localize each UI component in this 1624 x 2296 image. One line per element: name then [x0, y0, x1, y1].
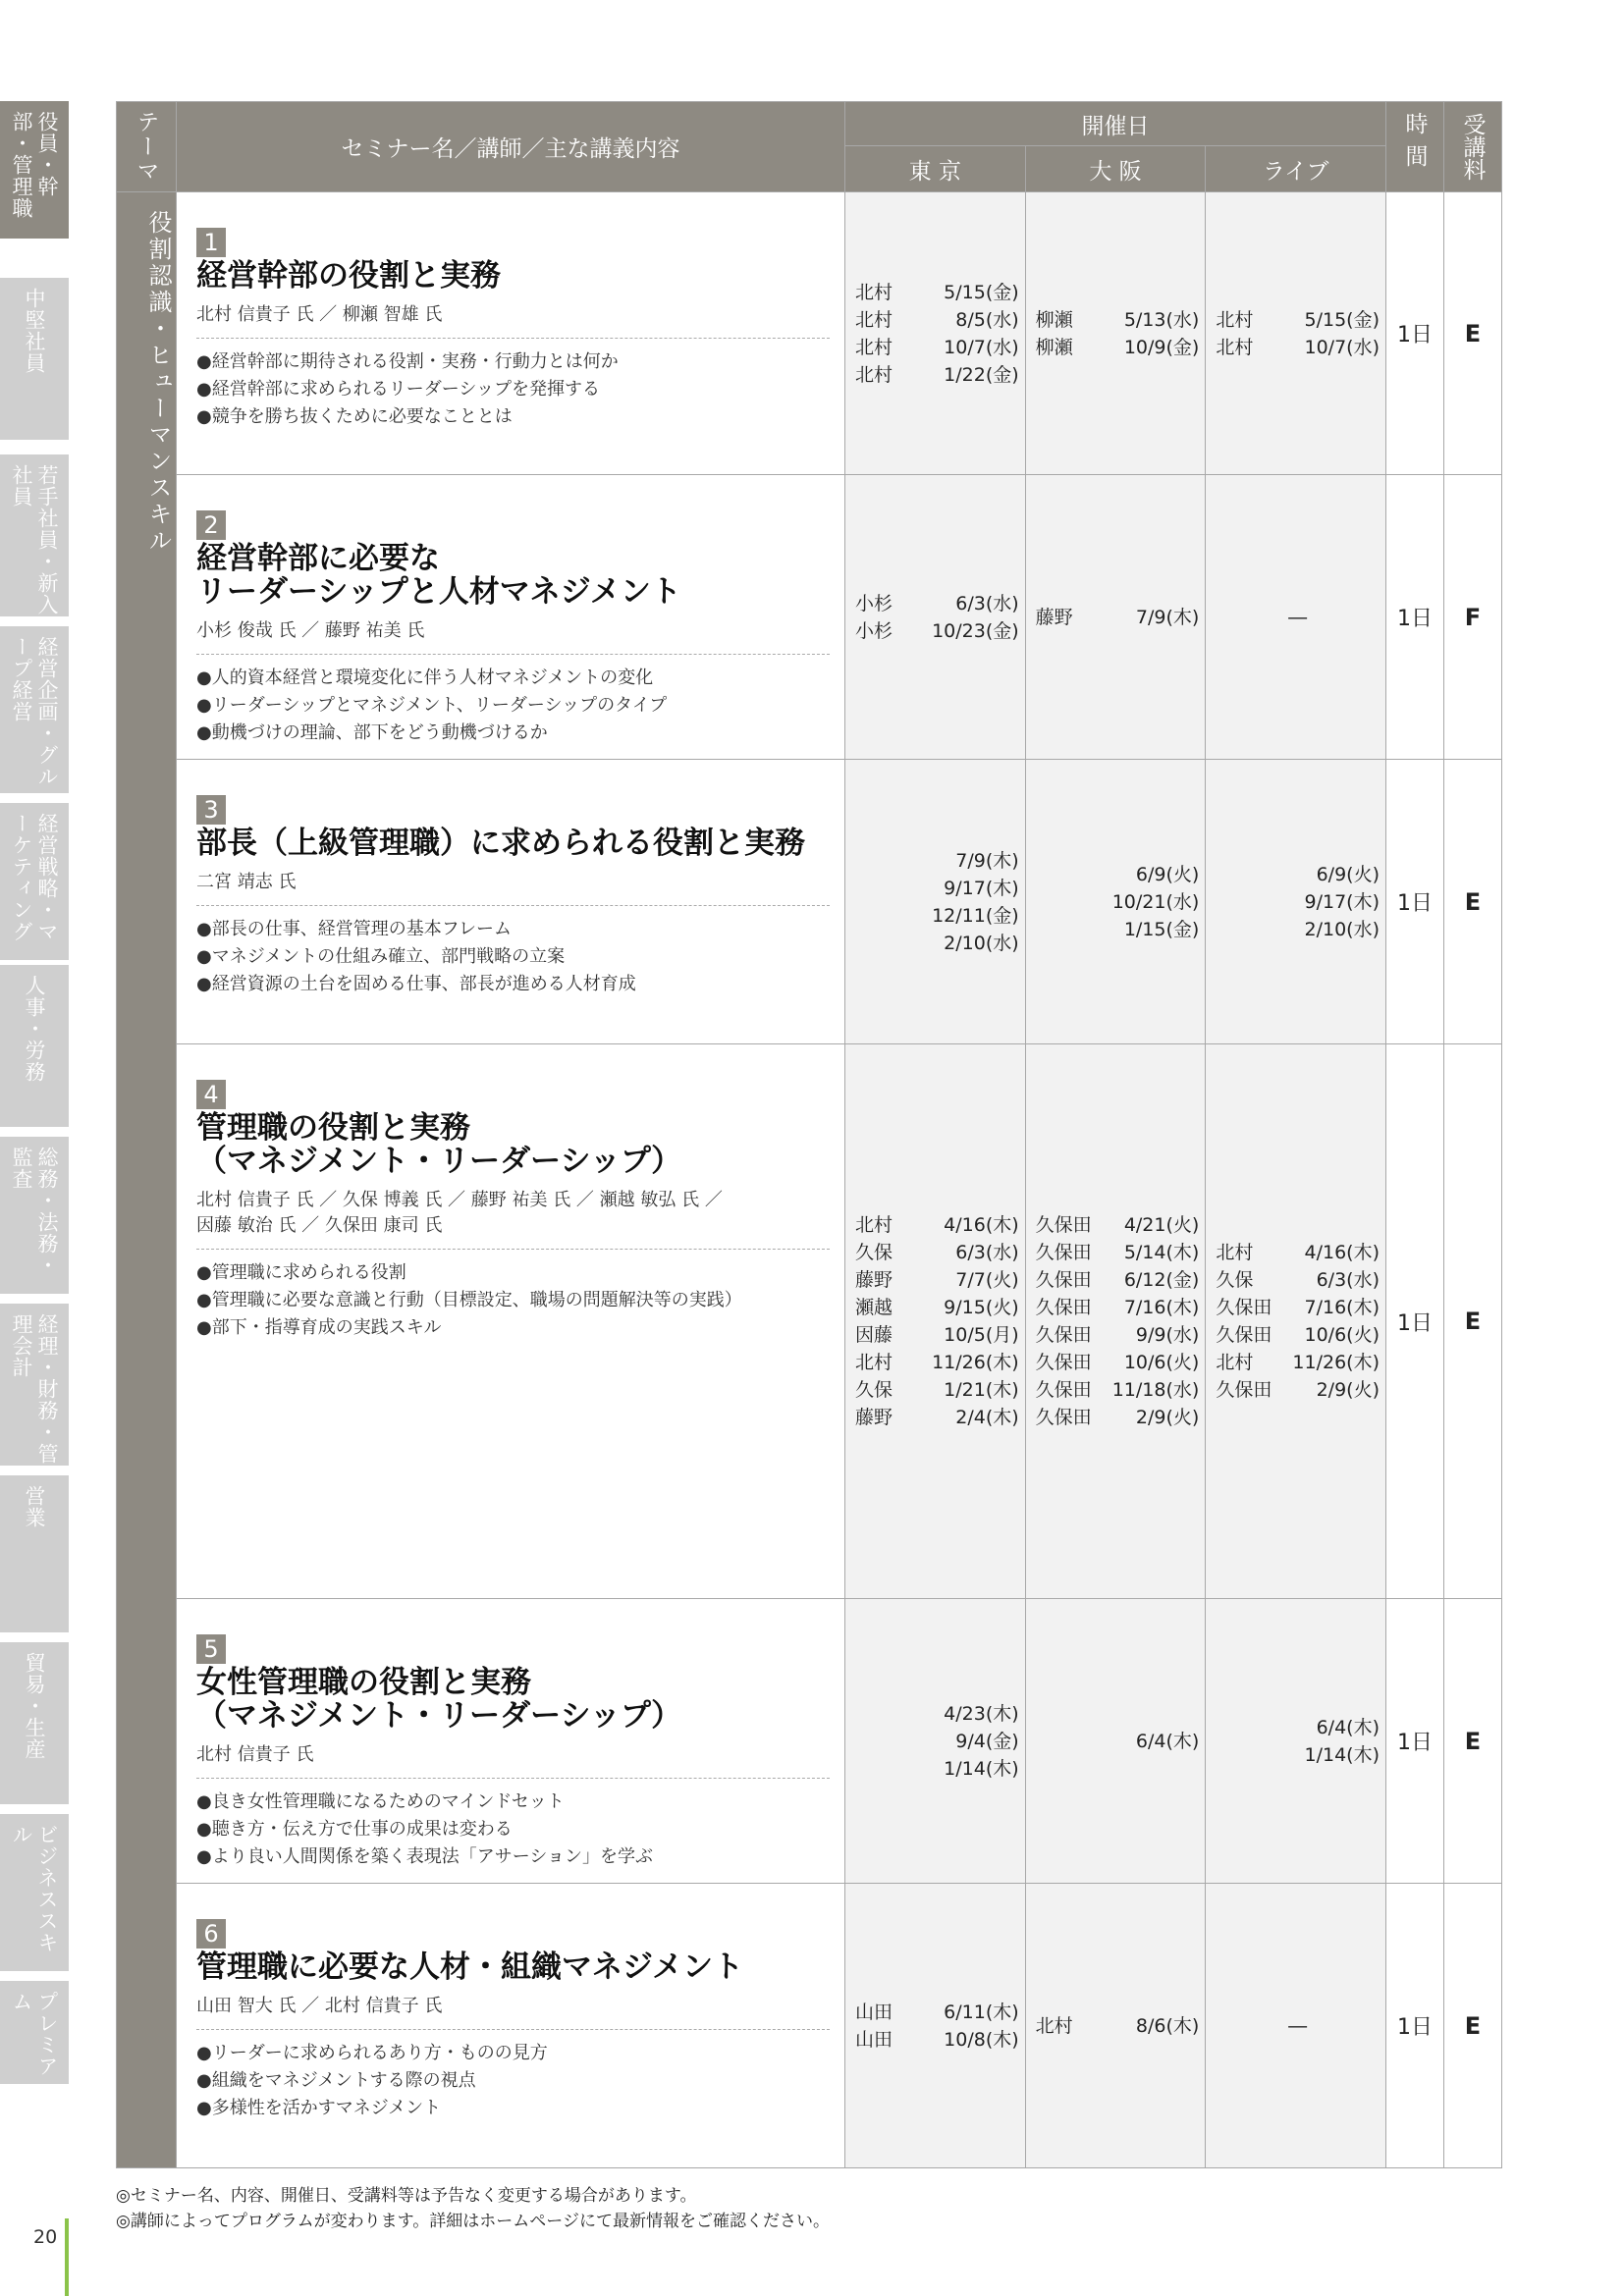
dates-header: 開催日 — [845, 102, 1386, 146]
seminar-point: ●経営資源の土台を固める仕事、部長が進める人材育成 — [196, 974, 636, 994]
date-entry — [1216, 334, 1380, 361]
date-entry — [855, 279, 1019, 306]
date-entry — [1216, 916, 1380, 943]
no-session: ― — [1288, 2014, 1308, 2037]
live-dates — [1206, 192, 1386, 475]
seminar-fee: E — [1444, 760, 1502, 1044]
side-tab-11[interactable]: ビジネススキル — [0, 1814, 69, 1971]
date-entry — [855, 1728, 1019, 1755]
seminar-number: 5 — [196, 1634, 226, 1664]
date-lecturer — [855, 1700, 914, 1728]
seminar-fee: E — [1444, 192, 1502, 475]
date-lecturer — [855, 1728, 914, 1755]
date-lecturer: 久保田 — [1035, 1324, 1092, 1346]
seminar-header: セミナー名／講師／主な講義内容 — [177, 102, 845, 192]
date-lecturer — [1216, 861, 1274, 888]
note-1: ◎セミナー名、内容、開催日、受講料等は予告なく変更する場合があります。 — [116, 2186, 697, 2206]
side-tab-4[interactable]: 経営企画・グループ経営 — [0, 626, 69, 793]
date-lecturer: 北村 — [1216, 336, 1254, 358]
side-tab-3[interactable]: 若手社員・新入社員 — [0, 454, 69, 616]
date-lecturer: 北村 — [855, 363, 893, 386]
side-tab-10[interactable]: 貿易・生産 — [0, 1642, 69, 1804]
seminar-point: ●部下・指導育成の実践スキル — [196, 1317, 442, 1338]
date-value: 9/4(金) — [955, 1730, 1019, 1752]
date-value: 1/14(木) — [944, 1757, 1019, 1780]
date-lecturer: 北村 — [1035, 2014, 1073, 2037]
seminar-info — [177, 1044, 845, 1599]
date-lecturer: 久保田 — [1035, 1379, 1092, 1401]
seminar-lecturers: 山田 智大 氏 ／ 北村 信貴子 氏 — [196, 1992, 830, 2030]
seminar-point: ●マネジメントの仕組み確立、部門戦略の立案 — [196, 946, 566, 967]
date-entry — [855, 1755, 1019, 1783]
date-value: 6/12(金) — [1123, 1269, 1200, 1291]
side-tab-6[interactable]: 人事・労務 — [0, 965, 69, 1127]
date-lecturer: 久保田 — [1035, 1242, 1092, 1263]
date-lecturer — [1216, 1741, 1274, 1769]
side-tab-7[interactable]: 総務・法務・監査 — [0, 1137, 69, 1294]
date-value: 6/11(木) — [944, 2001, 1019, 2023]
date-value: 5/14(木) — [1123, 1242, 1200, 1263]
date-value: 5/15(金) — [944, 281, 1019, 303]
date-entry — [1216, 1266, 1380, 1294]
date-value: 10/9(金) — [1123, 336, 1200, 358]
date-entry — [1036, 1266, 1200, 1294]
side-tab-2[interactable]: 中堅社員 — [0, 278, 69, 440]
seminar-info — [177, 475, 845, 760]
date-value: 6/3(水) — [955, 1242, 1019, 1263]
date-value: 5/13(水) — [1123, 308, 1200, 331]
seminar-point: ●リーダーに求められるあり方・ものの見方 — [196, 2043, 548, 2063]
date-entry — [1036, 916, 1200, 943]
date-entry — [1036, 1404, 1200, 1431]
date-value: 4/16(木) — [1304, 1242, 1380, 1263]
date-value: 10/7(水) — [1304, 336, 1380, 358]
osaka-dates — [1025, 760, 1206, 1044]
live-header: ライブ — [1206, 146, 1386, 192]
seminar-point: ●人的資本経営と環境変化に伴う人材マネジメントの変化 — [196, 667, 654, 688]
seminar-time: 1日 — [1386, 192, 1444, 475]
date-lecturer: 久保田 — [1216, 1297, 1272, 1318]
seminar-title[interactable]: 女性管理職の役割と実務 （マネジメント・リーダーシップ） — [196, 1665, 682, 1734]
seminar-fee: F — [1444, 475, 1502, 760]
date-value: 10/6(火) — [1123, 1352, 1200, 1373]
seminar-point: ●より良い人間関係を築く表現法「アサーション」を学ぶ — [196, 1846, 653, 1867]
date-value: 7/16(木) — [1123, 1297, 1200, 1318]
date-value: 1/21(木) — [944, 1379, 1019, 1401]
theme-header: テーマ — [117, 102, 177, 192]
date-lecturer: 久保 — [1216, 1269, 1254, 1291]
date-lecturer — [1036, 916, 1095, 943]
tokyo-dates — [845, 1044, 1026, 1599]
date-entry — [855, 1404, 1019, 1431]
seminar-title[interactable]: 経営幹部に必要な リーダーシップと人材マネジメント — [196, 541, 681, 610]
date-entry — [855, 902, 1019, 930]
footer-notes — [116, 2183, 830, 2234]
date-lecturer: 北村 — [1216, 1352, 1254, 1373]
date-value: 7/9(木) — [1135, 606, 1200, 628]
date-entry — [1216, 1376, 1380, 1404]
time-header: 時間 — [1386, 102, 1444, 192]
date-entry — [855, 590, 1019, 617]
date-value: 10/23(金) — [932, 619, 1019, 642]
date-lecturer — [1216, 1714, 1274, 1741]
osaka-dates — [1025, 1884, 1206, 2168]
date-entry — [855, 361, 1019, 389]
seminar-title[interactable]: 管理職の役割と実務 （マネジメント・リーダーシップ） — [196, 1110, 682, 1179]
seminar-lecturers: 二宮 靖志 氏 — [196, 868, 830, 906]
seminar-points — [196, 916, 827, 998]
date-lecturer: 瀬越 — [855, 1297, 893, 1318]
live-dates — [1206, 475, 1386, 760]
date-lecturer — [1216, 916, 1274, 943]
fee-header: 受講料 — [1444, 102, 1502, 192]
seminar-number: 6 — [196, 1919, 226, 1949]
date-lecturer — [855, 902, 914, 930]
date-entry — [855, 617, 1019, 645]
date-lecturer: 北村 — [855, 1214, 893, 1236]
note-2: ◎講師によってプログラムが変わります。詳細はホームページにて最新情報をご確認ください。 — [116, 2212, 830, 2231]
date-lecturer: 久保 — [855, 1242, 893, 1263]
tokyo-dates — [845, 760, 1026, 1044]
tokyo-dates — [845, 1599, 1026, 1884]
seminar-lecturers: 小杉 俊哉 氏 ／ 藤野 祐美 氏 — [196, 616, 830, 655]
page-marker — [65, 2218, 69, 2296]
seminar-point: ●管理職に求められる役割 — [196, 1262, 406, 1283]
seminar-point: ●経営幹部に求められるリーダーシップを発揮する — [196, 379, 600, 400]
date-lecturer: 久保田 — [1035, 1352, 1092, 1373]
date-lecturer — [1036, 861, 1095, 888]
side-tab-12[interactable]: プレミアム — [0, 1981, 69, 2084]
date-value: 9/15(火) — [944, 1297, 1019, 1318]
date-value: 4/23(木) — [944, 1702, 1019, 1725]
seminar-lecturers: 北村 信貴子 氏 ／ 久保 博義 氏 ／ 藤野 祐美 氏 ／ 瀬越 敏弘 氏 ／ 因藤 敏治 氏 ／ 久保田 康司 氏 — [196, 1186, 830, 1250]
date-value: 6/4(木) — [1135, 1730, 1200, 1752]
osaka-dates — [1025, 1044, 1206, 1599]
date-lecturer: 小杉 — [855, 592, 893, 614]
date-lecturer: 藤野 — [855, 1407, 893, 1428]
date-value: 8/5(水) — [955, 308, 1019, 331]
side-tab-1[interactable]: 役員・幹部・管理職 — [0, 101, 69, 239]
date-entry — [855, 930, 1019, 957]
date-value: 9/17(木) — [1304, 890, 1380, 913]
seminar-time: 1日 — [1386, 760, 1444, 1044]
date-entry — [1036, 861, 1200, 888]
seminar-points — [196, 1789, 827, 1871]
seminar-number: 1 — [196, 228, 226, 257]
seminar-point: ●経営幹部に期待される役割・実務・行動力とは何か — [196, 351, 619, 372]
date-value: 1/14(木) — [1304, 1743, 1380, 1766]
date-value: 4/16(木) — [944, 1214, 1019, 1236]
date-entry — [1036, 1321, 1200, 1349]
date-lecturer: 山田 — [855, 2028, 893, 2051]
date-entry — [855, 1999, 1019, 2026]
date-value: 2/10(水) — [1304, 918, 1380, 940]
date-entry — [855, 1700, 1019, 1728]
seminar-info — [177, 1884, 845, 2168]
date-entry — [1216, 1294, 1380, 1321]
seminar-points — [196, 2040, 827, 2122]
date-value: 2/10(水) — [944, 932, 1019, 954]
date-value: 7/16(木) — [1304, 1297, 1380, 1318]
seminar-point: ●競争を勝ち抜くために必要なこととは — [196, 406, 513, 427]
date-entry — [1036, 1349, 1200, 1376]
tokyo-dates — [845, 1884, 1026, 2168]
seminar-info — [177, 760, 845, 1044]
seminar-point: ●リーダーシップとマネジメント、リーダーシップのタイプ — [196, 695, 668, 716]
date-entry — [1036, 1376, 1200, 1404]
date-value: 1/15(金) — [1123, 918, 1200, 940]
side-tab-5[interactable]: 経営戦略・マーケティング — [0, 803, 69, 960]
date-entry — [855, 1294, 1019, 1321]
date-entry — [1036, 1239, 1200, 1266]
date-value: 10/6(火) — [1304, 1324, 1380, 1346]
date-entry — [855, 1266, 1019, 1294]
date-lecturer: 久保田 — [1035, 1214, 1092, 1236]
date-lecturer — [855, 930, 914, 957]
date-lecturer: 因藤 — [855, 1324, 893, 1346]
date-entry — [855, 334, 1019, 361]
date-value: 2/4(木) — [955, 1407, 1019, 1428]
date-entry — [1036, 306, 1200, 334]
seminar-time: 1日 — [1386, 1884, 1444, 2168]
date-value: 11/26(木) — [1292, 1352, 1380, 1373]
date-entry — [855, 1349, 1019, 1376]
osaka-dates — [1025, 475, 1206, 760]
seminar-fee: E — [1444, 1599, 1502, 1884]
date-value: 10/5(月) — [944, 1324, 1019, 1346]
seminar-row — [117, 760, 1502, 1044]
no-session: ― — [1288, 606, 1308, 628]
seminar-time: 1日 — [1386, 475, 1444, 760]
date-value: 7/7(火) — [955, 1269, 1019, 1291]
date-value: 2/9(火) — [1316, 1379, 1380, 1401]
date-value: 2/9(火) — [1135, 1407, 1200, 1428]
seminar-points — [196, 348, 827, 431]
side-tab-8[interactable]: 経理・財務・管理会計 — [0, 1304, 69, 1466]
osaka-dates — [1025, 1599, 1206, 1884]
live-dates — [1206, 1884, 1386, 2168]
date-lecturer: 山田 — [855, 2001, 893, 2023]
seminar-number: 4 — [196, 1080, 226, 1109]
seminar-number: 3 — [196, 795, 226, 825]
seminar-fee: E — [1444, 1884, 1502, 2168]
date-lecturer — [855, 1755, 914, 1783]
side-tab-9[interactable]: 営業 — [0, 1475, 69, 1632]
date-value: 6/3(水) — [955, 592, 1019, 614]
date-lecturer — [855, 847, 914, 875]
date-value: 7/9(木) — [955, 849, 1019, 872]
date-value: 11/18(水) — [1111, 1379, 1200, 1401]
date-entry — [1036, 604, 1200, 631]
seminar-row — [117, 1044, 1502, 1599]
seminar-point: ●聴き方・伝え方で仕事の成果は変わる — [196, 1819, 513, 1840]
live-dates — [1206, 760, 1386, 1044]
date-lecturer: 久保田 — [1216, 1379, 1272, 1401]
date-lecturer: 北村 — [1216, 1242, 1254, 1263]
seminar-point: ●管理職に必要な意識と行動（目標設定、職場の問題解決等の実践） — [196, 1290, 742, 1310]
date-value: 9/17(木) — [944, 877, 1019, 899]
date-lecturer: 北村 — [855, 336, 893, 358]
date-entry — [855, 1321, 1019, 1349]
date-entry — [855, 306, 1019, 334]
seminar-row — [117, 1599, 1502, 1884]
date-lecturer — [1036, 888, 1095, 916]
date-lecturer — [855, 875, 914, 902]
seminar-fee: E — [1444, 1044, 1502, 1599]
date-value: 10/7(水) — [944, 336, 1019, 358]
date-entry — [1036, 1728, 1200, 1755]
date-lecturer: 藤野 — [1035, 606, 1073, 628]
seminar-point: ●良き女性管理職になるためのマインドセット — [196, 1791, 565, 1812]
date-entry — [1036, 2012, 1200, 2040]
date-value: 6/9(火) — [1316, 863, 1380, 885]
date-lecturer: 久保田 — [1035, 1269, 1092, 1291]
date-lecturer: 小杉 — [855, 619, 893, 642]
date-lecturer: 久保田 — [1035, 1297, 1092, 1318]
seminar-point: ●組織をマネジメントする際の視点 — [196, 2070, 476, 2091]
date-entry — [1216, 1349, 1380, 1376]
date-entry — [1036, 1294, 1200, 1321]
live-dates — [1206, 1599, 1386, 1884]
date-entry — [855, 1211, 1019, 1239]
date-value: 4/21(火) — [1123, 1214, 1200, 1236]
date-entry — [855, 875, 1019, 902]
date-value: 8/6(木) — [1135, 2014, 1200, 2037]
seminar-time: 1日 — [1386, 1044, 1444, 1599]
date-value: 5/15(金) — [1304, 308, 1380, 331]
tokyo-header: 東 京 — [845, 146, 1026, 192]
tokyo-dates — [845, 475, 1026, 760]
seminar-row — [117, 192, 1502, 475]
seminar-info — [177, 1599, 845, 1884]
date-value: 6/4(木) — [1316, 1716, 1380, 1738]
date-entry — [855, 847, 1019, 875]
seminar-title[interactable]: 経営幹部の役割と実務 — [196, 258, 501, 294]
date-lecturer — [1216, 888, 1274, 916]
seminar-time: 1日 — [1386, 1599, 1444, 1884]
seminar-row — [117, 1884, 1502, 2168]
date-entry — [1216, 306, 1380, 334]
seminar-title[interactable]: 管理職に必要な人材・組織マネジメント — [196, 1949, 744, 1985]
date-entry — [1216, 1741, 1380, 1769]
date-value: 10/8(木) — [944, 2028, 1019, 2051]
seminar-point: ●部長の仕事、経営管理の基本フレーム — [196, 919, 512, 939]
date-entry — [855, 1239, 1019, 1266]
theme-label: 役割認識・ヒューマンスキル — [117, 192, 177, 2168]
date-lecturer: 北村 — [855, 308, 893, 331]
seminar-point: ●動機づけの理論、部下をどう動機づけるか — [196, 722, 548, 743]
seminar-points — [196, 665, 827, 747]
date-lecturer: 北村 — [855, 1352, 893, 1373]
date-entry — [1036, 1211, 1200, 1239]
live-dates — [1206, 1044, 1386, 1599]
date-entry — [1036, 334, 1200, 361]
seminar-table — [116, 101, 1502, 2168]
date-lecturer: 北村 — [1216, 308, 1254, 331]
osaka-dates — [1025, 192, 1206, 475]
date-value: 12/11(金) — [932, 904, 1019, 927]
date-lecturer: 久保田 — [1216, 1324, 1272, 1346]
date-entry — [855, 1376, 1019, 1404]
date-entry — [1216, 1714, 1380, 1741]
date-entry — [1216, 1239, 1380, 1266]
osaka-header: 大 阪 — [1025, 146, 1206, 192]
date-entry — [1216, 1321, 1380, 1349]
date-lecturer: 柳瀬 — [1035, 336, 1073, 358]
seminar-points — [196, 1259, 827, 1342]
page-number: 20 — [33, 2226, 58, 2248]
seminar-point: ●多様性を活かすマネジメント — [196, 2098, 442, 2118]
seminar-title[interactable]: 部長（上級管理職）に求められる役割と実務 — [196, 826, 805, 861]
seminar-info — [177, 192, 845, 475]
date-entry — [855, 2026, 1019, 2054]
date-lecturer: 柳瀬 — [1035, 308, 1073, 331]
date-lecturer: 北村 — [855, 281, 893, 303]
date-lecturer: 藤野 — [855, 1269, 893, 1291]
seminar-row — [117, 475, 1502, 760]
seminar-lecturers: 北村 信貴子 氏 ／ 柳瀬 智雄 氏 — [196, 300, 830, 339]
date-lecturer — [1036, 1728, 1095, 1755]
date-lecturer: 久保田 — [1035, 1407, 1092, 1428]
date-entry — [1216, 861, 1380, 888]
date-value: 1/22(金) — [944, 363, 1019, 386]
date-value: 11/26(木) — [932, 1352, 1019, 1373]
date-entry — [1036, 888, 1200, 916]
date-entry — [1216, 888, 1380, 916]
date-lecturer: 久保 — [855, 1379, 893, 1401]
seminar-number: 2 — [196, 510, 226, 540]
date-value: 10/21(水) — [1111, 890, 1200, 913]
date-value: 9/9(水) — [1135, 1324, 1200, 1346]
date-value: 6/9(火) — [1135, 863, 1200, 885]
seminar-lecturers: 北村 信貴子 氏 — [196, 1740, 830, 1779]
tokyo-dates — [845, 192, 1026, 475]
date-value: 6/3(水) — [1316, 1269, 1380, 1291]
